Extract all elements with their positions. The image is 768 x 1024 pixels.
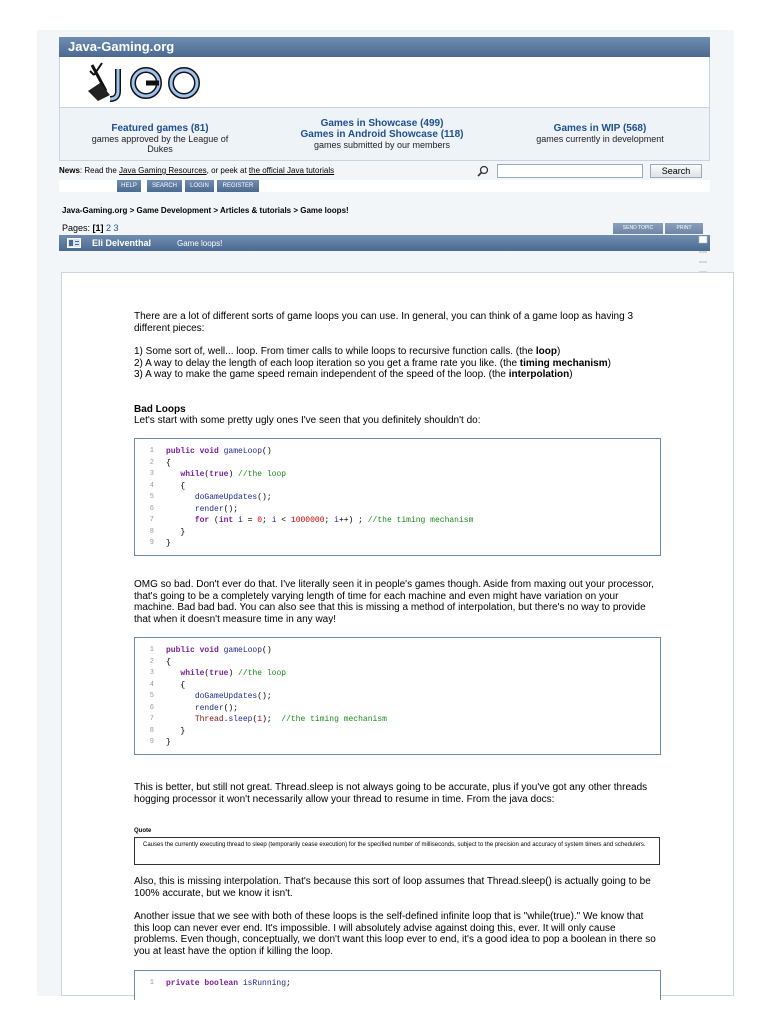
- nav-login[interactable]: LOGIN: [185, 180, 214, 192]
- code-line: [135, 668, 660, 679]
- nav-search[interactable]: SEARCH: [147, 180, 182, 192]
- code-line: [135, 527, 660, 538]
- code-text: {: [166, 458, 171, 468]
- bad-loops-heading: Bad Loops: [134, 404, 186, 415]
- featured-games-link[interactable]: Featured games (81): [111, 123, 209, 134]
- code-line: [135, 978, 660, 989]
- topic-title: Game loops!: [177, 239, 223, 248]
- pagination: [62, 223, 119, 233]
- showcase-sub: games submitted by our members: [313, 140, 451, 150]
- search-icon[interactable]: [477, 165, 489, 177]
- line-number: 9: [149, 539, 154, 547]
- omg-paragraph: OMG so bad. Don't ever do that. I've literally seen it in people's games though. Aside from maxing out your processor, that's going to be a completely varying length of time for each machine and even might have variation on your machine. Bad bad bad. You can also see that this is missing a method of interpolation, but there's no way to provide that when it doesn't measure time in any way!: [134, 579, 654, 625]
- code-line: [135, 737, 660, 748]
- site-title-bar: [59, 37, 710, 57]
- code-block-1[interactable]: [134, 438, 661, 556]
- side-toolbar-icons: [698, 236, 708, 276]
- topic-actions: [613, 223, 709, 234]
- featured-games-stat: [80, 123, 240, 154]
- line-number: 1: [149, 979, 154, 987]
- news-prefix: : Read the: [79, 166, 120, 175]
- wip-games-link[interactable]: Games in WIP (568): [553, 123, 647, 134]
- news-link-tutorials[interactable]: the official Java tutorials: [248, 166, 335, 175]
- line-number: 2: [149, 458, 154, 467]
- line-number: 1: [149, 447, 154, 455]
- line-number: 8: [149, 726, 154, 735]
- topic-author[interactable]: Eli Delventhal: [92, 238, 152, 248]
- code-line: [135, 515, 660, 526]
- intro-paragraph: There are a lot of different sorts of game loops you can use. In general, you can think of a game loop as having 3 different pieces:: [134, 311, 634, 334]
- line-number: 5: [149, 692, 154, 700]
- piece-3: 3) A way to make the game speed remain independent of the speed of the loop. (the interpolation): [134, 369, 573, 380]
- code-text: doGameUpdates();: [194, 692, 272, 701]
- site-title[interactable]: Java-Gaming.org: [68, 39, 175, 54]
- code-line: [135, 458, 660, 469]
- piece-2: 2) A way to delay the length of each loop iteration so you get a frame rate you like. (the timing mechanism): [134, 357, 611, 369]
- topic-icon: [67, 238, 81, 248]
- logo-area: [59, 57, 710, 107]
- pieces-list: [134, 346, 661, 381]
- code-block-2[interactable]: [134, 637, 661, 755]
- line-number: 8: [149, 527, 154, 536]
- code-text: for (int i = 0; i < 1000000; i++) ; //the timing mechanism: [194, 516, 474, 525]
- quote-label: Quote: [134, 828, 152, 834]
- print-button[interactable]: PRINT: [665, 223, 703, 234]
- send-topic-button[interactable]: SEND TOPIC: [613, 223, 663, 234]
- code-text: }: [166, 527, 186, 537]
- code-line: [135, 538, 660, 549]
- current-page: [1]: [92, 223, 104, 233]
- also-paragraph: Also, this is missing interpolation. That's because this sort of loop assumes that Thread.sleep() is actually going to be 100% accurate, but we know it isn't.: [134, 876, 651, 899]
- code-line: [135, 726, 660, 737]
- code-text: render();: [194, 504, 239, 514]
- line-number: 7: [149, 715, 154, 723]
- code-text: }: [166, 539, 171, 548]
- nav-home[interactable]: [85, 180, 115, 192]
- showcase-link[interactable]: Games in Showcase (499): [320, 118, 444, 129]
- wip-games-sub: games currently in development: [536, 134, 664, 144]
- code-line: [135, 492, 660, 503]
- line-number: 9: [149, 738, 154, 746]
- line-number: 7: [149, 516, 154, 524]
- featured-games-sub: games approved by the League of Dukes: [91, 134, 229, 154]
- breadcrumb[interactable]: Java-Gaming.org > Game Development > Articles & tutorials > Game loops!: [62, 206, 349, 215]
- code-line: [135, 691, 660, 702]
- line-number: 6: [149, 504, 154, 513]
- line-number: 3: [149, 470, 154, 478]
- news-middle: , or peek at: [206, 166, 249, 175]
- code-line: [135, 645, 660, 656]
- code-block-3[interactable]: [134, 970, 661, 1000]
- code-line: [135, 446, 660, 457]
- code-text: public void gameLoop(): [166, 447, 272, 456]
- code-line: [135, 680, 660, 691]
- line-number: 5: [149, 493, 154, 501]
- line-number: 4: [149, 481, 154, 490]
- better-paragraph: This is better, but still not great. Thread.sleep is not always going to be accurate, plus if you've got any other threads hogging processor it won't necessarily allow your thread to resume in time. From the java docs:: [134, 782, 648, 805]
- another-paragraph: Another issue that we see with both of these loops is the self-defined infinite loop that is "while(true)." We know that this loop can never ever end. It's impossible. I will absolutely advise against doing this, ever. It will only cause problems. Even though, conceptually, we don't want this loop ever to end, it's a good idea to pop a boolean in there so you at least have the option if killing the loop.: [134, 911, 656, 957]
- code-line: [135, 504, 660, 515]
- nav-help[interactable]: HELP: [117, 180, 141, 192]
- code-text: render();: [194, 703, 239, 713]
- code-line: [135, 703, 660, 714]
- line-number: 3: [149, 669, 154, 677]
- bad-loops-intro: Let's start with some pretty ugly ones I've seen that you definitely shouldn't do:: [134, 415, 481, 426]
- topic-header: [59, 235, 710, 251]
- other-pages[interactable]: 2 3: [106, 223, 119, 233]
- showcase-games-stat: [282, 118, 482, 150]
- code-text: }: [166, 738, 171, 747]
- search-input[interactable]: [497, 164, 643, 178]
- code-text: {: [166, 657, 171, 667]
- line-number: 4: [149, 680, 154, 689]
- code-text: while(true) //the loop: [180, 470, 287, 479]
- news-label: News: [59, 166, 80, 175]
- games-stats-panel: [59, 107, 710, 161]
- news-link-resources[interactable]: Java Gaming Resources: [119, 166, 207, 175]
- code-text: {: [166, 481, 186, 491]
- code-line: [135, 469, 660, 480]
- piece-1: 1) Some sort of, well... loop. From timer calls to while loops to recursive function calls. (the loop): [134, 346, 561, 357]
- code-text: }: [166, 726, 186, 736]
- line-number: 2: [149, 657, 154, 666]
- code-line: [135, 714, 660, 725]
- line-number: 1: [149, 646, 154, 654]
- jgo-logo[interactable]: [84, 61, 209, 103]
- code-text: private boolean isRunning;: [166, 979, 291, 988]
- nav-register[interactable]: REGISTER: [217, 180, 259, 192]
- code-line: [135, 657, 660, 668]
- code-text: Thread.sleep(1); //the timing mechanism: [194, 715, 387, 724]
- line-number: 6: [149, 703, 154, 712]
- wip-games-stat: [520, 123, 680, 144]
- code-text: {: [166, 680, 186, 690]
- main-nav: [59, 180, 710, 192]
- android-showcase-link[interactable]: Games in Android Showcase (118): [300, 129, 464, 140]
- code-text: while(true) //the loop: [180, 669, 287, 678]
- code-text: doGameUpdates();: [194, 493, 272, 502]
- search-button[interactable]: Search: [650, 164, 702, 178]
- code-line: [135, 481, 660, 492]
- code-text: public void gameLoop(): [166, 646, 272, 655]
- quote-box: Causes the currently executing thread to sleep (temporarily cease execution) for the specified number of milliseconds, subject to the precision and accuracy of system timers and schedulers.: [134, 837, 660, 865]
- pages-label: Pages:: [62, 223, 93, 233]
